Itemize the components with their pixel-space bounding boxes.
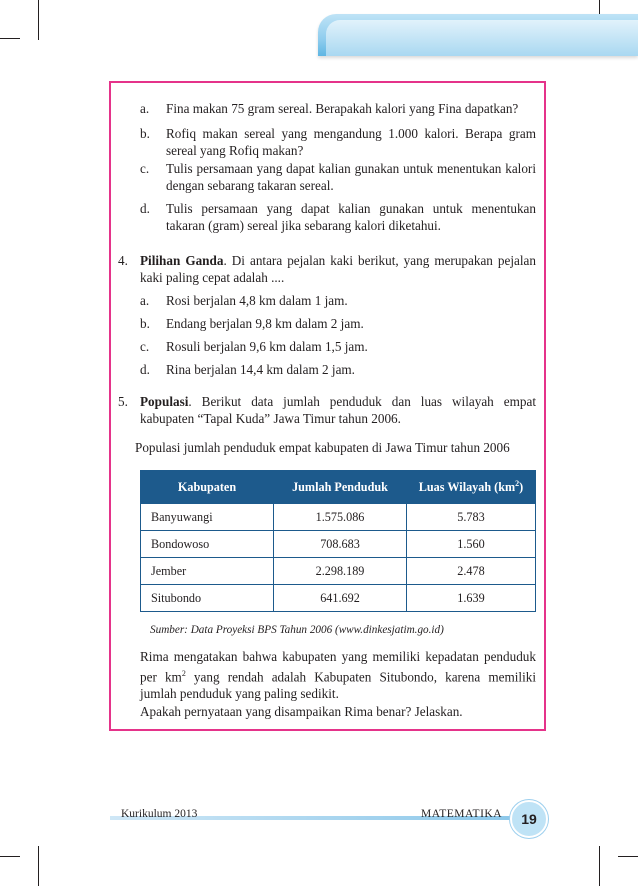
table-row (141, 585, 536, 612)
cell-luas: 1.560 (407, 531, 536, 558)
cell-kabupaten: Bondowoso (141, 531, 274, 558)
cell-kabupaten: Jember (141, 558, 274, 585)
crop-mark (0, 856, 20, 857)
header-jumlah-penduduk: Jumlah Penduduk (274, 471, 407, 504)
item-text: Tulis persamaan yang dapat kalian gunakan untuk menentukan kalori dengan sebarang takaran sereal. (166, 161, 536, 193)
cell-kabupaten: Situbondo (141, 585, 274, 612)
header-kabupaten: Kabupaten (141, 471, 274, 504)
option-label: b. (140, 316, 150, 331)
header-luas-sup: 2 (515, 478, 520, 488)
item-label: c. (140, 161, 150, 176)
table-row (141, 558, 536, 585)
cell-penduduk: 1.575.086 (274, 504, 407, 531)
table-row (141, 504, 536, 531)
cell-luas: 1.639 (407, 585, 536, 612)
question-body: . Di antara pejalan kaki berikut, yang merupakan pejalan kaki paling cepat adalah .... (140, 253, 536, 285)
table-row (141, 531, 536, 558)
question-title: Populasi (140, 394, 189, 409)
cell-luas: 5.783 (407, 504, 536, 531)
option-text: Rosuli berjalan 9,6 km dalam 1,5 jam. (166, 339, 368, 354)
cell-penduduk: 708.683 (274, 531, 407, 558)
page-number: 19 (510, 800, 548, 838)
item-text: Rofiq makan sereal yang mengandung 1.000 kalori. Berapa gram sereal yang Rofiq makan? (166, 126, 536, 158)
question-number: 4. (118, 253, 128, 268)
option-text: Rosi berjalan 4,8 km dalam 1 jam. (166, 293, 348, 308)
crop-mark (0, 38, 20, 39)
table-caption: Populasi jumlah penduduk empat kabupaten di Jawa Timur tahun 2006 (135, 440, 510, 455)
option-text: Endang berjalan 9,8 km dalam 2 jam. (166, 316, 364, 331)
paragraph-part: yang rendah adalah Kabupaten Situbondo, karena memiliki jumlah penduduk yang paling sedikit. (140, 669, 536, 702)
item-text: Fina makan 75 gram sereal. Berapakah kalori yang Fina dapatkan? (166, 101, 519, 116)
header-luas-close: ) (519, 480, 524, 495)
footer-curriculum: Kurikulum 2013 (121, 808, 198, 820)
option-label: c. (140, 339, 150, 354)
crop-mark (38, 0, 39, 40)
header-tab (318, 14, 638, 56)
question-5-text (140, 393, 536, 427)
superscript: 2 (181, 669, 186, 678)
header-tab-inner (326, 20, 638, 56)
paragraph-rima (140, 648, 536, 702)
question-body: . Berikut data jumlah penduduk dan luas wilayah empat kabupaten “Tapal Kuda” Jawa Timur tahun 2006. (140, 394, 536, 426)
cell-kabupaten: Banyuwangi (141, 504, 274, 531)
population-table (140, 470, 536, 612)
cell-penduduk: 2.298.189 (274, 558, 407, 585)
crop-mark (38, 846, 39, 886)
paragraph-question: Apakah pernyataan yang disampaikan Rima benar? Jelaskan. (140, 704, 463, 719)
question-number: 5. (118, 394, 128, 409)
item-label: b. (140, 126, 150, 141)
item-label: a. (140, 101, 150, 116)
question-4-text (140, 252, 536, 286)
item-text: Tulis persamaan yang dapat kalian gunakan untuk menentukan takaran (gram) sereal jika sebarang kalori diketahui. (166, 201, 536, 233)
option-text: Rina berjalan 14,4 km dalam 2 jam. (166, 362, 355, 377)
item-label: d. (140, 201, 150, 216)
crop-mark (618, 856, 638, 857)
header-luas-wilayah (407, 471, 536, 504)
crop-mark (599, 846, 600, 886)
option-label: d. (140, 362, 150, 377)
table-header-row (141, 471, 536, 504)
question-title: Pilihan Ganda (140, 253, 224, 268)
cell-luas: 2.478 (407, 558, 536, 585)
option-label: a. (140, 293, 150, 308)
cell-penduduk: 641.692 (274, 585, 407, 612)
header-luas-text: Luas Wilayah (km (418, 480, 516, 495)
table-source: Sumber: Data Proyeksi BPS Tahun 2006 (www.dinkesjatim.go.id) (150, 624, 444, 636)
paragraph-part: Rima mengatakan bahwa kabupaten yang memiliki kepadatan penduduk per km (140, 649, 536, 685)
footer-subject: MATEMATIKA (421, 808, 503, 820)
